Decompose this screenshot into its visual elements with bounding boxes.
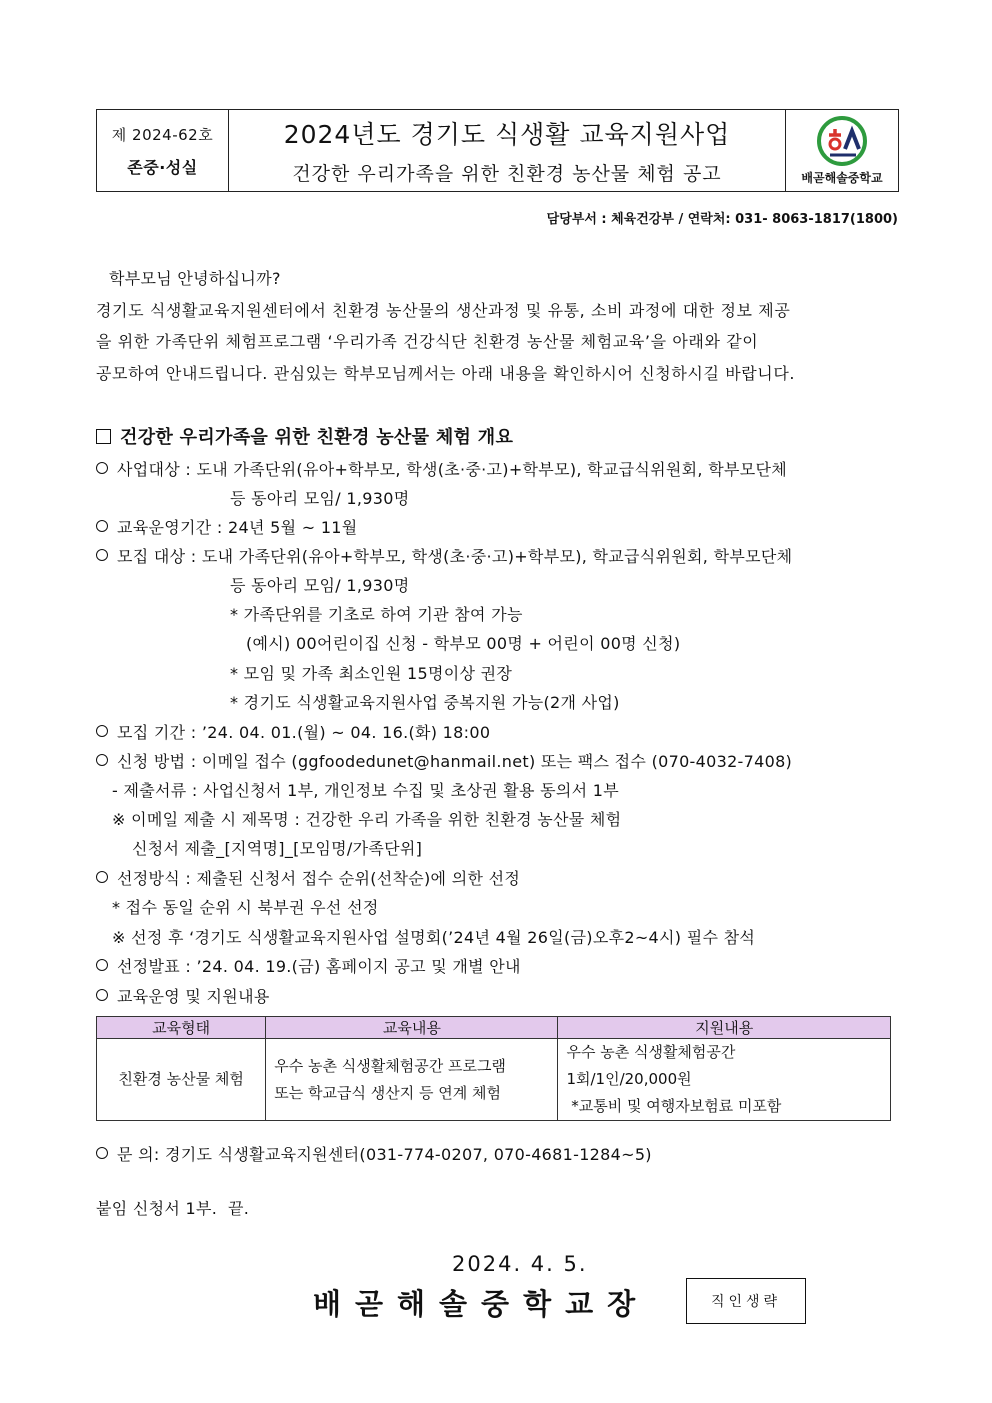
note-example: (예시) 00어린이집 신청 - 학부모 00명 + 어린이 00명 신청) (246, 634, 681, 653)
table-cell-content (266, 1039, 558, 1121)
content-line: 또는 학교급식 생산지 등 연계 체험 (274, 1083, 501, 1102)
support-line: *교통비 및 여행자보험료 미포함 (566, 1097, 782, 1115)
item-period (96, 515, 358, 538)
document-number: 제 2024-62호 (111, 125, 214, 144)
table-cell-type: 친환경 농산물 체험 (97, 1039, 266, 1121)
circle-bullet-icon (96, 462, 108, 474)
note-duplicate: * 경기도 식생활교육지원사업 중복지원 가능(2개 사업) (230, 693, 620, 712)
note-family: * 가족단위를 기초로 하여 기관 참여 가능 (230, 605, 523, 624)
table-header-row (97, 1017, 891, 1039)
item-period-text: 교육운영기간 : 24년 5월 ~ 11월 (117, 518, 358, 537)
section-title-text: 건강한 우리가족을 위한 친환경 농산물 체험 개요 (120, 427, 514, 448)
issue-date: 2024. 4. 5. (452, 1252, 588, 1276)
section-title (96, 423, 513, 449)
circle-bullet-icon (96, 1147, 108, 1159)
document-subtitle: 건강한 우리가족을 위한 친환경 농산물 체험 공고 (292, 163, 722, 185)
intro-line-2: 을 위한 가족단위 체험프로그램 ‘우리가족 건강식단 친환경 농산물 체험교육’을 아래와 같이 (96, 332, 759, 351)
item-apply-method (96, 749, 792, 772)
support-table (96, 1016, 891, 1121)
item-docs: - 제출서류 : 사업신청서 1부, 개인정보 수집 및 초상권 활용 동의서 1부 (112, 781, 620, 800)
seal-box: 직인생략 (686, 1278, 806, 1324)
support-line: 1회/1인/20,000원 (566, 1070, 692, 1088)
selection-note-1: * 접수 동일 순위 시 북부권 우선 선정 (112, 898, 379, 917)
item-support-text: 교육운영 및 지원내용 (117, 987, 270, 1006)
item-apply-method-text: 신청 방법 : 이메일 접수 (ggfoodedunet@hanmail.net) 또는 팩스 접수 (070-4032-7408) (117, 752, 793, 771)
contact-line: 담당부서 : 체육건강부 / 연락처: 031- 8063-1817(1800) (546, 212, 898, 227)
greeting: 학부모님 안녕하십니까? (109, 269, 281, 288)
circle-bullet-icon (96, 754, 108, 766)
table-row (97, 1039, 891, 1121)
header-title-cell (229, 110, 785, 191)
item-support (96, 984, 270, 1007)
table-header-cell: 교육내용 (266, 1017, 558, 1039)
header-box (96, 109, 899, 192)
item-target-text: 사업대상 : 도내 가족단위(유아+학부모, 학생(초·중·고)+학부모), 학교급식위원회, 학부모단체 (117, 460, 787, 479)
attachment-note: 붙임 신청서 1부. 끝. (96, 1199, 250, 1218)
header-left-cell (97, 110, 229, 191)
item-recruit-period (96, 720, 490, 743)
item-recruit-text: 모집 대상 : 도내 가족단위(유아+학부모, 학생(초·중·고)+학부모), 학교급식위원회, 학부모단체 (117, 547, 793, 566)
circle-bullet-icon (96, 520, 108, 532)
item-recruit-period-text: 모집 기간 : ’24. 04. 01.(월) ~ 04. 16.(화) 18:00 (117, 723, 491, 742)
school-logo-icon (812, 115, 872, 167)
note-min-people: * 모임 및 가족 최소인원 15명이상 권장 (230, 664, 513, 683)
email-subject-cont: 신청서 제출_[지역명]_[모임명/가족단위] (132, 839, 423, 858)
item-selection-text: 선정방식 : 제출된 신청서 접수 순위(선착순)에 의한 선정 (117, 869, 521, 888)
table-cell-support (558, 1039, 891, 1121)
school-logo-name: 배곧해솔중학교 (801, 171, 883, 185)
content-line: 우수 농촌 식생활체험공간 프로그램 (274, 1056, 506, 1075)
checkbox-square-icon (96, 429, 111, 444)
item-announce (96, 954, 521, 977)
email-subject: ※ 이메일 제출 시 제목명 : 건강한 우리 가족을 위한 친환경 농산물 체험 (112, 810, 622, 829)
header-logo-cell (785, 110, 898, 191)
circle-bullet-icon (96, 959, 108, 971)
item-selection (96, 866, 520, 889)
circle-bullet-icon (96, 725, 108, 737)
table-header-cell: 지원내용 (558, 1017, 891, 1039)
inquiry-text: 문 의: 경기도 식생활교육지원센터(031-774-0207, 070-4681-1284~5) (117, 1145, 652, 1164)
circle-bullet-icon (96, 989, 108, 1001)
item-announce-text: 선정발표 : ’24. 04. 19.(금) 홈페이지 공고 및 개별 안내 (117, 957, 521, 976)
inquiry (96, 1142, 652, 1165)
document-title: 2024년도 경기도 식생활 교육지원사업 (283, 120, 731, 149)
support-line: 우수 농촌 식생활체험공간 (566, 1043, 736, 1061)
principal-name: 배곧해솔중학교장 (313, 1287, 650, 1321)
intro-line-3: 공모하여 안내드립니다. 관심있는 학부모님께서는 아래 내용을 확인하시어 신청하시길 바랍니다. (96, 364, 796, 383)
circle-bullet-icon (96, 549, 108, 561)
school-motto: 존중·성실 (127, 157, 198, 177)
item-target (96, 457, 787, 480)
item-recruit (96, 544, 792, 567)
item-recruit-cont: 등 동아리 모임/ 1,930명 (230, 576, 410, 595)
selection-note-2: ※ 선정 후 ‘경기도 식생활교육지원사업 설명회(’24년 4월 26일(금)오후2~4시) 필수 참석 (112, 928, 756, 947)
item-target-cont: 등 동아리 모임/ 1,930명 (230, 489, 410, 508)
table-header-cell: 교육형태 (97, 1017, 266, 1039)
circle-bullet-icon (96, 871, 108, 883)
intro-line-1: 경기도 식생활교육지원센터에서 친환경 농산물의 생산과정 및 유통, 소비 과정에 대한 정보 제공 (96, 301, 791, 320)
